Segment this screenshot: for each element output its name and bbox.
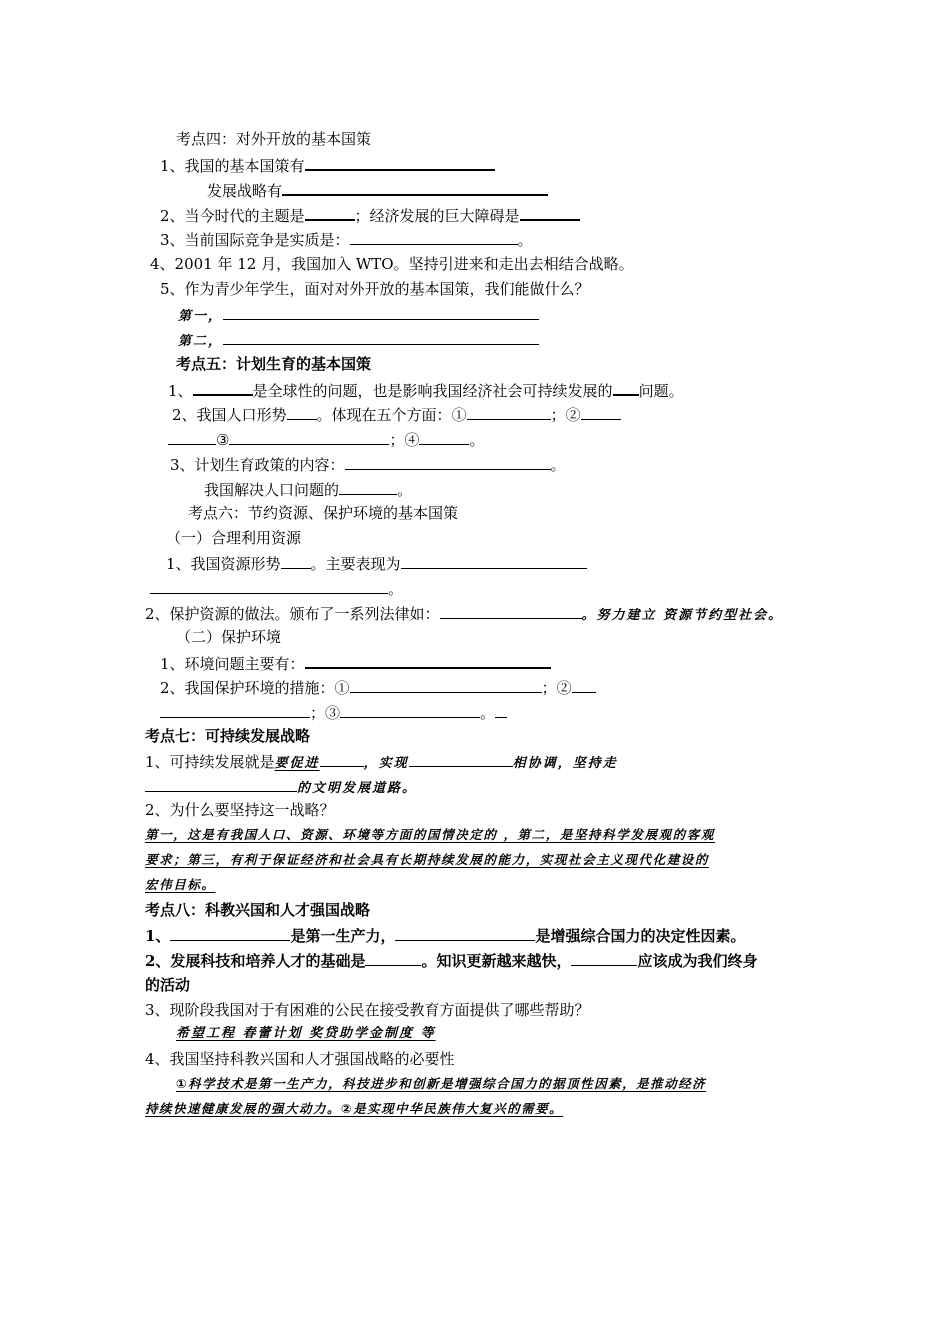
- topic8-q4: 4、我国坚持科教兴国和人才强国战略的必要性: [145, 1050, 455, 1068]
- topic6-q1-text2: 。主要表现为: [310, 555, 401, 573]
- topic8-q1: [145, 925, 745, 946]
- topic4-q3-text: 3、当前国际竞争是实质是：: [160, 231, 350, 249]
- circle-2: ②: [565, 406, 581, 424]
- semicolon: ；: [389, 431, 405, 449]
- topic5-q3b-end: 。: [397, 481, 413, 499]
- topic4-q2-text2: ；经济发展的巨大障碍是: [354, 207, 520, 225]
- topic8-q4-answer-line2: 持续快速健康发展的强大动力。②是实现中华民族伟大复兴的需要。: [145, 1101, 564, 1116]
- topic8-q3-answer: 希望工程 春蕾计划 奖贷助学金制度 等: [176, 1026, 436, 1041]
- semicolon: ；: [550, 406, 566, 424]
- topic8-q1-text2: 是增强综合国力的决定性因素。: [535, 927, 746, 945]
- topic4-heading: 考点四：对外开放的基本国策: [176, 130, 372, 148]
- topic4-q4: 4、2001 年 12 月，我国加入 WTO。坚持引进来和走出去相结合战略。: [150, 255, 634, 273]
- answer-blank[interactable]: [160, 702, 310, 718]
- topic6-q2-text: 2、保护资源的做法。颁布了一系列法律如：: [145, 605, 440, 623]
- circle-3: ③: [216, 431, 230, 449]
- topic4-q2: [160, 204, 580, 226]
- circle-1: ①: [334, 679, 350, 697]
- topic8-q2: [145, 950, 757, 971]
- topic5-q2: [172, 404, 621, 425]
- topic5-q2-cont: [168, 429, 485, 450]
- answer-blank[interactable]: [287, 404, 317, 420]
- topic4-q2-text: 2、当今时代的主题是: [160, 207, 305, 225]
- topic5-q3: [170, 454, 566, 475]
- topic5-q2-text: 2、我国人口形势: [172, 406, 287, 424]
- topic6-sub1: （一）合理利用资源: [166, 529, 302, 547]
- period: 。: [480, 704, 496, 722]
- topic4-q3-end: 。: [517, 231, 533, 249]
- answer-blank[interactable]: [282, 179, 548, 196]
- topic7-heading: 考点七：可持续发展战略: [145, 727, 311, 745]
- topic4-first: [178, 304, 539, 327]
- answer-blank[interactable]: [145, 776, 297, 792]
- topic8-heading: 考点八：科教兴国和人才强国战略: [145, 901, 371, 919]
- topic7-q1-text2: ，实现: [363, 756, 409, 771]
- answer-blank[interactable]: [365, 950, 421, 966]
- topic6-q2-answer: 。努力建立 资源节约型社会。: [581, 608, 784, 623]
- period: 。: [469, 431, 485, 449]
- answer-blank[interactable]: [339, 479, 397, 495]
- topic8-q2-text3: 应该成为我们终身: [637, 952, 758, 970]
- topic7-q1-text: 1、可持续发展就是: [145, 753, 275, 771]
- topic4-q1: [160, 154, 495, 176]
- topic7-q2: 2、为什么要坚持这一战略？: [145, 801, 335, 819]
- topic4-q5: 5、作为青少年学生，面对对外开放的基本国策，我们能做什么？: [160, 280, 590, 298]
- answer-blank[interactable]: [495, 702, 507, 718]
- topic8-q2-cont: 的活动: [145, 976, 191, 994]
- topic5-q1: [168, 379, 684, 401]
- topic7-q1-cont: [145, 776, 417, 799]
- circle-3: ③: [325, 704, 341, 722]
- answer-blank[interactable]: [440, 603, 582, 619]
- topic7-answer-line1: 第一，这是有我国人口、资源、环境等方面的国情决定的 ，第二，是坚持科学发展观的客观: [145, 827, 715, 842]
- topic6-q1-text: 1、我国资源形势: [166, 555, 281, 573]
- answer-blank[interactable]: [320, 751, 364, 767]
- answer-blank[interactable]: [581, 404, 621, 420]
- answer-blank[interactable]: [193, 379, 253, 396]
- topic7-q1-end: 的文明发展道路。: [297, 781, 418, 796]
- topic6-q1-cont: [150, 578, 403, 599]
- answer-blank[interactable]: [350, 229, 518, 245]
- topic7-answer-line3: 宏伟目标。: [145, 877, 216, 892]
- answer-blank[interactable]: [345, 454, 551, 470]
- answer-blank[interactable]: [613, 379, 639, 396]
- topic6-e1-text: 1、环境问题主要有：: [160, 655, 305, 673]
- answer-blank[interactable]: [170, 925, 290, 941]
- answer-blank[interactable]: [520, 204, 580, 221]
- second-label: 第二，: [178, 334, 224, 349]
- topic8-q3: 3、现阶段我国对于有困难的公民在接受教育方面提供了哪些帮助？: [145, 1001, 590, 1019]
- topic7-answer-line2: 要求；第三，有利于保证经济和社会具有长期持续发展的能力，实现社会主义现代化建设的: [145, 852, 710, 867]
- topic4-q3: [160, 229, 533, 250]
- topic7-q1: [145, 751, 618, 774]
- topic5-heading: 考点五：计划生育的基本国策: [176, 355, 372, 373]
- topic4-q1b-text: 发展战略有: [207, 182, 283, 200]
- topic6-e2-text: 2、我国保护环境的措施：: [160, 679, 335, 697]
- topic4-q1-text: 1、我国的基本国策有: [160, 157, 305, 175]
- answer-blank[interactable]: [571, 950, 637, 966]
- answer-blank[interactable]: [572, 677, 596, 693]
- topic4-second: [178, 329, 539, 352]
- semicolon: ；: [541, 679, 557, 697]
- answer-blank[interactable]: [150, 578, 388, 594]
- circle-1: ①: [451, 406, 467, 424]
- topic7-q1-text3: 相协调，坚持走: [512, 756, 618, 771]
- topic8-q2-text2: 。知识更新越来越快，: [421, 952, 572, 970]
- period: 。: [388, 580, 404, 598]
- answer-blank[interactable]: [223, 304, 539, 320]
- circle-4: ④: [404, 431, 420, 449]
- answer-blank[interactable]: [409, 751, 513, 767]
- topic5-q3-end: 。: [550, 456, 566, 474]
- answer-blank[interactable]: [229, 429, 389, 445]
- answer-blank[interactable]: [395, 925, 535, 941]
- topic5-q3-text: 3、计划生育政策的内容：: [170, 456, 345, 474]
- topic4-q1b: [207, 179, 548, 201]
- first-label: 第一，: [178, 309, 224, 324]
- topic6-q1: [166, 553, 587, 574]
- answer-blank[interactable]: [340, 702, 480, 718]
- topic8-q1-num: 1、: [145, 927, 171, 945]
- topic5-q3b: [204, 479, 412, 500]
- topic5-q1-end: 问题。: [638, 382, 684, 400]
- topic6-q2: [145, 603, 783, 626]
- topic8-q4-answer-line1: ①科学技术是第一生产力，科技进步和创新是增强综合国力的据顶性因素，是推动经济: [176, 1076, 707, 1091]
- circle-2: ②: [556, 679, 572, 697]
- answer-blank[interactable]: [419, 429, 469, 445]
- answer-blank[interactable]: [467, 404, 551, 420]
- answer-blank[interactable]: [168, 429, 216, 445]
- answer-blank[interactable]: [305, 204, 355, 221]
- topic5-q1-num: 1、: [168, 382, 193, 400]
- topic5-q1-text: 是全球性的问题，也是影响我国经济社会可持续发展的: [252, 382, 613, 400]
- topic8-q2-text: 2、发展科技和培养人才的基础是: [145, 952, 366, 970]
- topic6-sub2: （二）保护环境: [176, 628, 282, 646]
- topic8-q1-text: 是第一生产力，: [290, 927, 396, 945]
- topic5-q3b-text: 我国解决人口问题的: [204, 481, 340, 499]
- topic6-e2: [160, 677, 596, 698]
- semicolon: ；: [310, 704, 326, 722]
- answer-blank[interactable]: [281, 553, 311, 569]
- topic6-heading: 考点六：节约资源、保护环境的基本国策: [188, 504, 459, 522]
- answer-blank[interactable]: [305, 154, 495, 171]
- topic7-q1-answer: 要促进: [274, 756, 320, 771]
- topic6-e1: [160, 652, 551, 674]
- topic5-q2-text2: 。体现在五个方面：: [316, 406, 452, 424]
- answer-blank[interactable]: [401, 553, 587, 569]
- answer-blank[interactable]: [350, 677, 542, 693]
- answer-blank[interactable]: [223, 329, 539, 345]
- answer-blank[interactable]: [305, 652, 551, 669]
- topic6-e2-cont: [160, 702, 507, 723]
